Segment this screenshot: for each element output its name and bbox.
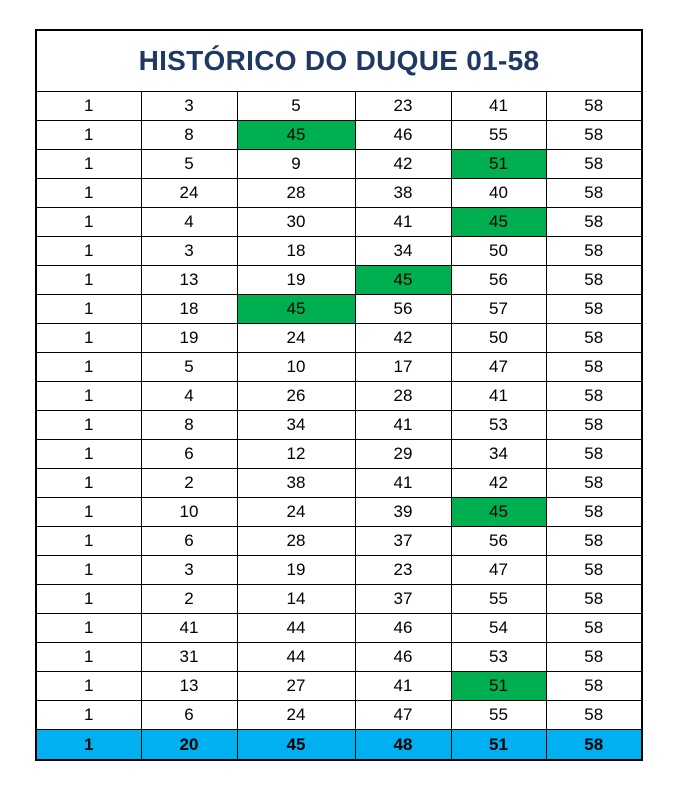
table-cell[interactable]: 53 bbox=[451, 411, 546, 440]
table-cell[interactable]: 24 bbox=[237, 701, 355, 730]
table-cell[interactable]: 1 bbox=[37, 440, 141, 469]
table-row bbox=[37, 92, 641, 121]
table-row bbox=[37, 527, 641, 556]
table-cell[interactable]: 44 bbox=[237, 614, 355, 643]
table-cell[interactable]: 47 bbox=[451, 353, 546, 382]
table-row bbox=[37, 324, 641, 353]
table-cell[interactable]: 38 bbox=[355, 179, 451, 208]
table-cell[interactable]: 58 bbox=[546, 411, 641, 440]
table-cell[interactable]: 1 bbox=[37, 556, 141, 585]
table-cell[interactable]: 1 bbox=[37, 150, 141, 179]
table-cell[interactable]: 47 bbox=[451, 556, 546, 585]
table-cell[interactable]: 26 bbox=[237, 382, 355, 411]
table-cell[interactable]: 13 bbox=[141, 266, 237, 295]
table-cell[interactable]: 47 bbox=[355, 701, 451, 730]
table-cell[interactable]: 1 bbox=[37, 701, 141, 730]
table-cell[interactable]: 41 bbox=[355, 672, 451, 701]
table-cell[interactable]: 1 bbox=[37, 585, 141, 614]
table-cell[interactable]: 58 bbox=[546, 266, 641, 295]
table-cell[interactable]: 54 bbox=[451, 614, 546, 643]
table-cell[interactable]: 19 bbox=[237, 266, 355, 295]
table-cell[interactable]: 58 bbox=[546, 643, 641, 672]
table-cell[interactable]: 42 bbox=[451, 469, 546, 498]
table-cell[interactable]: 58 bbox=[546, 179, 641, 208]
table-cell[interactable]: 13 bbox=[141, 672, 237, 701]
table-cell[interactable]: 58 bbox=[546, 382, 641, 411]
table-cell[interactable]: 58 bbox=[546, 92, 641, 121]
table-cell[interactable]: 58 bbox=[546, 440, 641, 469]
table-cell[interactable]: 37 bbox=[355, 585, 451, 614]
table-cell[interactable]: 1 bbox=[37, 498, 141, 527]
table-cell[interactable]: 27 bbox=[237, 672, 355, 701]
table-cell[interactable]: 50 bbox=[451, 324, 546, 353]
table-cell[interactable]: 1 bbox=[37, 324, 141, 353]
table-cell[interactable]: 51 bbox=[451, 672, 546, 701]
table-cell[interactable]: 8 bbox=[141, 121, 237, 150]
table-cell[interactable]: 1 bbox=[37, 266, 141, 295]
table-cell[interactable]: 30 bbox=[237, 208, 355, 237]
table-row bbox=[37, 498, 641, 527]
table-row bbox=[37, 353, 641, 382]
table-cell[interactable]: 1 bbox=[37, 353, 141, 382]
table-cell[interactable]: 1 bbox=[37, 411, 141, 440]
table-cell[interactable]: 58 bbox=[546, 498, 641, 527]
table-cell[interactable]: 24 bbox=[237, 324, 355, 353]
total-cell[interactable]: 1 bbox=[37, 730, 141, 760]
table-cell[interactable]: 2 bbox=[141, 469, 237, 498]
table-cell[interactable]: 1 bbox=[37, 643, 141, 672]
table-cell[interactable]: 58 bbox=[546, 614, 641, 643]
table-cell[interactable]: 37 bbox=[355, 527, 451, 556]
table-cell[interactable]: 45 bbox=[237, 295, 355, 324]
table-cell[interactable]: 9 bbox=[237, 150, 355, 179]
spreadsheet-table bbox=[35, 29, 643, 761]
table-cell[interactable]: 3 bbox=[141, 556, 237, 585]
table-cell[interactable]: 34 bbox=[355, 237, 451, 266]
total-cell[interactable]: 58 bbox=[546, 730, 641, 760]
table-cell[interactable]: 1 bbox=[37, 179, 141, 208]
table-cell[interactable]: 56 bbox=[355, 295, 451, 324]
table-row bbox=[37, 469, 641, 498]
table-cell[interactable]: 19 bbox=[237, 556, 355, 585]
table-row bbox=[37, 179, 641, 208]
table-cell[interactable]: 1 bbox=[37, 92, 141, 121]
total-cell[interactable]: 51 bbox=[451, 730, 546, 760]
table-row bbox=[37, 585, 641, 614]
table-cell[interactable]: 23 bbox=[355, 92, 451, 121]
table-cell[interactable]: 10 bbox=[237, 353, 355, 382]
table-cell[interactable]: 58 bbox=[546, 324, 641, 353]
table-cell[interactable]: 2 bbox=[141, 585, 237, 614]
table-row bbox=[37, 208, 641, 237]
table-cell[interactable]: 28 bbox=[237, 527, 355, 556]
table-cell[interactable]: 58 bbox=[546, 527, 641, 556]
table-cell[interactable]: 3 bbox=[141, 92, 237, 121]
table-cell[interactable]: 56 bbox=[451, 266, 546, 295]
table-cell[interactable]: 45 bbox=[451, 208, 546, 237]
table-cell[interactable]: 3 bbox=[141, 237, 237, 266]
table-cell[interactable]: 58 bbox=[546, 672, 641, 701]
table-cell[interactable]: 58 bbox=[546, 208, 641, 237]
table-cell[interactable]: 38 bbox=[237, 469, 355, 498]
table-cell[interactable]: 4 bbox=[141, 208, 237, 237]
table-cell[interactable]: 14 bbox=[237, 585, 355, 614]
table-cell[interactable]: 58 bbox=[546, 353, 641, 382]
table-cell[interactable]: 46 bbox=[355, 121, 451, 150]
table-cell[interactable]: 28 bbox=[355, 382, 451, 411]
table-cell[interactable]: 1 bbox=[37, 295, 141, 324]
table-cell[interactable]: 1 bbox=[37, 614, 141, 643]
table-cell[interactable]: 41 bbox=[451, 382, 546, 411]
table-cell[interactable]: 51 bbox=[451, 150, 546, 179]
table-cell[interactable]: 28 bbox=[237, 179, 355, 208]
table-cell[interactable]: 6 bbox=[141, 440, 237, 469]
table-cell[interactable]: 46 bbox=[355, 614, 451, 643]
table-row bbox=[37, 237, 641, 266]
table-cell[interactable]: 42 bbox=[355, 150, 451, 179]
table-cell[interactable]: 41 bbox=[141, 614, 237, 643]
table-cell[interactable]: 58 bbox=[546, 150, 641, 179]
table-cell[interactable]: 5 bbox=[237, 92, 355, 121]
table-cell[interactable]: 41 bbox=[451, 92, 546, 121]
table-cell[interactable]: 50 bbox=[451, 237, 546, 266]
table-row bbox=[37, 643, 641, 672]
table-body bbox=[37, 92, 641, 759]
total-cell[interactable]: 48 bbox=[355, 730, 451, 760]
table-cell[interactable]: 58 bbox=[546, 237, 641, 266]
table-cell[interactable]: 53 bbox=[451, 643, 546, 672]
table-cell[interactable]: 4 bbox=[141, 382, 237, 411]
table-cell[interactable]: 1 bbox=[37, 121, 141, 150]
table-cell[interactable]: 18 bbox=[141, 295, 237, 324]
table-cell[interactable]: 58 bbox=[546, 469, 641, 498]
table-row bbox=[37, 382, 641, 411]
table-cell[interactable]: 34 bbox=[237, 411, 355, 440]
table-row bbox=[37, 295, 641, 324]
table-cell[interactable]: 55 bbox=[451, 701, 546, 730]
history-table bbox=[37, 92, 641, 759]
table-row bbox=[37, 440, 641, 469]
table-cell[interactable]: 12 bbox=[237, 440, 355, 469]
table-cell[interactable]: 45 bbox=[355, 266, 451, 295]
table-cell[interactable]: 56 bbox=[451, 527, 546, 556]
table-cell[interactable]: 41 bbox=[355, 411, 451, 440]
table-cell[interactable]: 31 bbox=[141, 643, 237, 672]
table-cell[interactable]: 58 bbox=[546, 556, 641, 585]
table-cell[interactable]: 55 bbox=[451, 585, 546, 614]
table-row bbox=[37, 121, 641, 150]
table-cell[interactable]: 42 bbox=[355, 324, 451, 353]
table-cell[interactable]: 39 bbox=[355, 498, 451, 527]
table-cell[interactable]: 29 bbox=[355, 440, 451, 469]
table-row bbox=[37, 266, 641, 295]
table-cell[interactable]: 10 bbox=[141, 498, 237, 527]
table-cell[interactable]: 6 bbox=[141, 701, 237, 730]
table-row bbox=[37, 556, 641, 585]
table-cell[interactable]: 6 bbox=[141, 527, 237, 556]
table-cell[interactable]: 55 bbox=[451, 121, 546, 150]
table-cell[interactable]: 46 bbox=[355, 643, 451, 672]
table-cell[interactable]: 58 bbox=[546, 121, 641, 150]
table-cell[interactable]: 18 bbox=[237, 237, 355, 266]
total-row bbox=[37, 730, 641, 760]
table-cell[interactable]: 45 bbox=[451, 498, 546, 527]
table-cell[interactable]: 1 bbox=[37, 237, 141, 266]
total-cell[interactable]: 45 bbox=[237, 730, 355, 760]
table-cell[interactable]: 24 bbox=[141, 179, 237, 208]
page-title: HISTÓRICO DO DUQUE 01-58 bbox=[37, 31, 641, 92]
table-cell[interactable]: 41 bbox=[355, 208, 451, 237]
table-cell[interactable]: 17 bbox=[355, 353, 451, 382]
table-cell[interactable]: 58 bbox=[546, 295, 641, 324]
table-cell[interactable]: 41 bbox=[355, 469, 451, 498]
table-cell[interactable]: 1 bbox=[37, 527, 141, 556]
table-row bbox=[37, 411, 641, 440]
table-cell[interactable]: 19 bbox=[141, 324, 237, 353]
table-cell[interactable]: 1 bbox=[37, 382, 141, 411]
table-cell[interactable]: 24 bbox=[237, 498, 355, 527]
table-cell[interactable]: 5 bbox=[141, 353, 237, 382]
table-cell[interactable]: 1 bbox=[37, 208, 141, 237]
table-row bbox=[37, 672, 641, 701]
table-cell[interactable]: 5 bbox=[141, 150, 237, 179]
table-cell[interactable]: 45 bbox=[237, 121, 355, 150]
table-row bbox=[37, 701, 641, 730]
table-cell[interactable]: 40 bbox=[451, 179, 546, 208]
table-cell[interactable]: 8 bbox=[141, 411, 237, 440]
table-cell[interactable]: 1 bbox=[37, 469, 141, 498]
table-cell[interactable]: 58 bbox=[546, 585, 641, 614]
table-cell[interactable]: 34 bbox=[451, 440, 546, 469]
total-cell[interactable]: 20 bbox=[141, 730, 237, 760]
table-cell[interactable]: 1 bbox=[37, 672, 141, 701]
table-cell[interactable]: 23 bbox=[355, 556, 451, 585]
table-cell[interactable]: 58 bbox=[546, 701, 641, 730]
table-cell[interactable]: 57 bbox=[451, 295, 546, 324]
table-row bbox=[37, 614, 641, 643]
table-row bbox=[37, 150, 641, 179]
table-cell[interactable]: 44 bbox=[237, 643, 355, 672]
